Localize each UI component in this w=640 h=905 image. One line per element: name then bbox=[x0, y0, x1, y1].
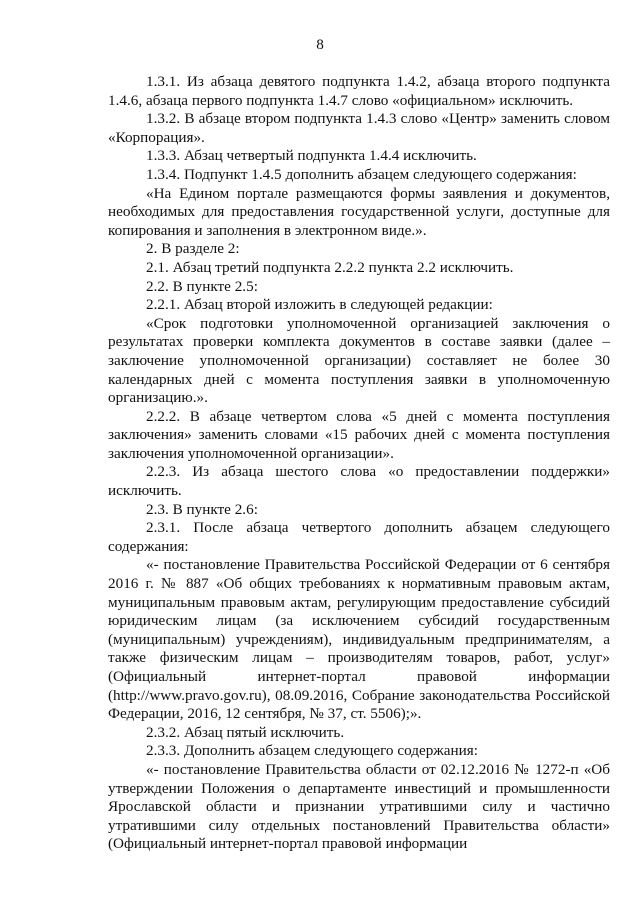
paragraph-2-3-3: 2.3.3. Дополнить абзацем следующего содержания: bbox=[146, 742, 478, 760]
paragraph-2-2-1: 2.2.1. Абзац второй изложить в следующей редакции: bbox=[146, 296, 493, 314]
paragraph-1-3-3: 1.3.3. Абзац четвертый подпункта 1.4.4 исключить. bbox=[146, 147, 477, 165]
paragraph-2-2-2: 2.2.2. В абзаце четвертом слова «5 дней с момента поступления заключения» заменить словами «15 рабочих дней с момента поступления заключения уполномоченной организации». bbox=[108, 407, 610, 462]
paragraph-2: 2. В разделе 2: bbox=[146, 240, 240, 258]
paragraph-2-3: 2.3. В пункте 2.6: bbox=[146, 500, 258, 518]
paragraph-1-3-1: 1.3.1. Из абзаца девятого подпункта 1.4.2, абзаца второго подпункта 1.4.6, абзаца первого подпункта 1.4.7 слово «официальном» исключить. bbox=[108, 73, 610, 109]
quote-deadline: «Срок подготовки уполномоченной организацией заключения о результатах проверки комплекта документов в составе заявки (далее – заключение уполномоченной организации) составляет не более 30 календарных дней с момента поступления заявки в уполномоченную организацию.». bbox=[108, 314, 610, 407]
paragraph-2-2-3: 2.2.3. Из абзаца шестого слова «о предоставлении поддержки» исключить. bbox=[108, 463, 610, 500]
quote-unified-portal: «На Едином портале размещаются формы заявления и документов, необходимых для предоставления государственной услуги, доступные для копирования и заполнения в электронном виде.». bbox=[108, 184, 610, 239]
quote-regional-decree-1272: «- постановление Правительства области от 02.12.2016 № 1272-п «Об утверждении Положения о департаменте инвестиций и промышленности Ярославской области и признании утратившими силу и частично утратившими силу отдельных постановлений Правительства области» (Официальный интернет-портал правовой информации bbox=[108, 760, 610, 853]
paragraph-1-3-4: 1.3.4. Подпункт 1.4.5 дополнить абзацем следующего содержания: bbox=[146, 165, 577, 183]
paragraph-2-1: 2.1. Абзац третий подпункта 2.2.2 пункта 2.2 исключить. bbox=[146, 258, 514, 276]
paragraph-2-2: 2.2. В пункте 2.5: bbox=[146, 277, 258, 295]
page-number: 8 bbox=[316, 36, 324, 53]
paragraph-2-3-2: 2.3.2. Абзац пятый исключить. bbox=[146, 723, 345, 741]
document-body bbox=[108, 73, 610, 854]
paragraph-2-3-1: 2.3.1. После абзаца четвертого дополнить абзацем следующего содержания: bbox=[108, 519, 610, 555]
paragraph-1-3-2: 1.3.2. В абзаце втором подпункта 1.4.3 слово «Центр» заменить словом «Корпорация». bbox=[108, 110, 610, 146]
quote-government-decree-887: «- постановление Правительства Российской Федерации от 6 сентября 2016 г. № 887 «Об общих требованиях к нормативным правовым актам, муниципальным правовым актам, регулирующим предоставление субсидий юридическим лицам (за исключением субсидий государственным (муниципальным) учреждениям), индивидуальным предпринимателям, а также физическим лицам – производителям товаров, работ, услуг» (Официальный интернет-портал правовой информации (http://www.pravo.gov.ru), 08.09.2016, Собрание законодательства Российской Федерации, 2016, 12 сентября, № 37, ст. 5506);». bbox=[108, 556, 610, 723]
